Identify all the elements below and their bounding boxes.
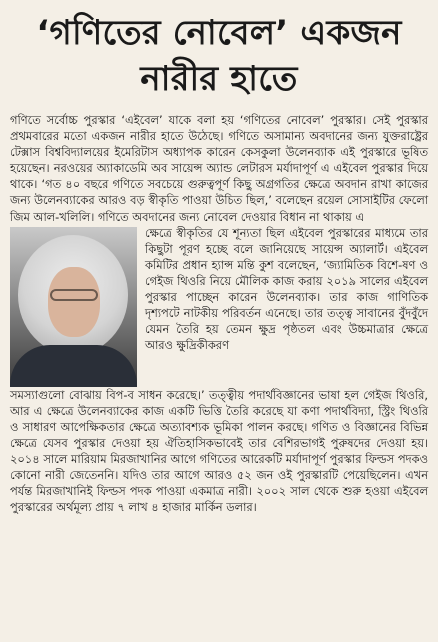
headline-line-2: নারীর হাতে [140, 59, 298, 99]
portrait-photo [10, 227, 137, 387]
headline [10, 10, 428, 102]
article-side-text: ক্ষেত্রে স্বীকৃতির যে শূন্যতা ছিল এইবেল পুরস্কারের মাধ্যমে তার কিছুটা পূরণ হচ্ছে বলে জানিয়েছে সায়েন্স অ্যালার্ট। এইবেল কমিটির প্রধান হ্যান্স মন্তি কুশ বলেছেন, ‘জ্যামিতিক বিশে-ষণ ও গেইজ থিওরি নিয়ে মৌলিক কাজ করায় ২০১৯ সালের এইবেল পুরস্কার পাচ্ছেন কারেন উলেনব্যাক। তার কাজ গাণিতিক দৃশ্যপটে নাটকীয় পরিবর্তন এনেছে। তার তত্ত্ব সাবানের বুঁদবুঁদে যেমন তৈরি হয় তেমন ক্ষুদ্র পৃষ্ঠতল এবং উচ্চমাত্রার ক্ষেত্রে আরও ক্ষুদ্রিকীকরণ [145, 225, 428, 353]
photo-text-block [10, 225, 428, 387]
headline-line-1: ‘গণিতের নোবেল’ একজন [36, 13, 402, 53]
article-paragraph-1: গণিতে সর্বোচ্চ পুরস্কার ‘এইবেল’ যাকে বলা হয় ‘গণিতের নোবেল’ পুরস্কার। সেই পুরস্কার প্রথমবারের মতো একজন নারীর হাতে উঠেছে। গণিতে অসামান্য অবদানের জন্য যুক্তরাষ্ট্রের টেক্সাস বিশ্ববিদ্যালয়ের ইমেরিটাস অধ্যাপক কারেন কেসকুলা উলেনব্যাক এই পুরস্কারে ভূষিত হয়েছেন। নরওয়ের অ্যাকাডেমি অব সায়েন্স অ্যান্ড লেটারস মর্যাদাপূর্ণ এ এইবেল পুরস্কার দিয়ে থাকে। ‘গত ৪০ বছরে গণিতে সবচেয়ে গুরুত্বপূর্ণ কিছু অগ্রগতির ক্ষেত্রে অবদান রাখা কাজের জন্য উলেনব্যাকের আরও বড় স্বীকৃতি পাওয়া উচিত ছিল,’ বলেছেন রয়েল সোসাইটির ফেলো জিম আল-খলিলি। গণিতে অবদানের জন্য নোবেল দেওয়ার বিধান না থাকায় এ [10, 113, 428, 224]
article-paragraph-2: সমস্যাগুলো বোঝায় বিপ-ব সাধন করেছে।’ তত্ত্বীয় পদার্থবিজ্ঞানের ভাষা হল গেইজ থিওরি, আর এ ক্ষেত্রে উলেনব্যাকের কাজ একটি ভিত্তি তৈরি করেছে যা কণা পদার্থবিদ্যা, স্ট্রিং থিওরি ও সাধারণ আপেক্ষিকতার ক্ষেত্রে অত্যাবশ্যক ভূমিকা পালন করছে। গণিত ও বিজ্ঞানের বিভিন্ন ক্ষেত্রে যেসব পুরস্কার দেওয়া হয় ঐতিহাসিকভাবেই তার বেশিরভাগই পুরুষদের দেওয়া হয়। ২০১৪ সালে মারিয়াম মিরজাখানির আগে গণিতের আরেকটি মর্যাদাপূর্ণ পুরস্কার ফিল্ডস পদকও কোনো নারী জেতেননি। যদিও তার আগে আরও ৫২ জন ওই পুরস্কারটি পেয়েছিলেন। এখন পর্যন্ত মিরজাখানিই ফিল্ডস পদক পাওয়া একমাত্র নারী। ২০০২ সাল থেকে শুরু হওয়া এইবেল পুরস্কারের অর্থমূল্য প্রায় ৭ লাখ ৪ হাজার মার্কিন ডলার। [10, 387, 428, 515]
